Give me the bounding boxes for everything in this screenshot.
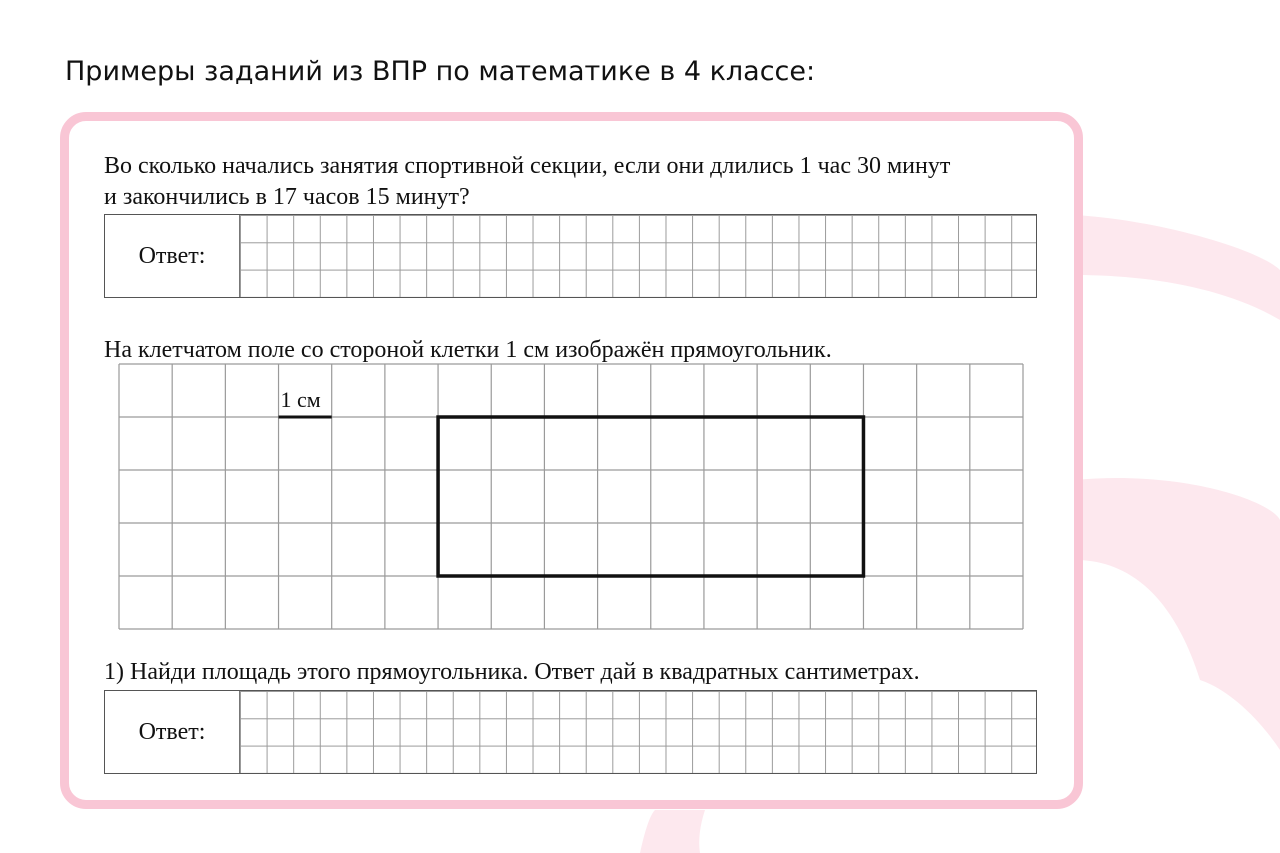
task1-answer-box bbox=[104, 214, 1037, 298]
tasks-card bbox=[60, 112, 1083, 809]
grid-lines bbox=[119, 364, 1023, 629]
page-heading: Примеры заданий из ВПР по математике в 4 классе: bbox=[65, 56, 816, 87]
task2-question: 1) Найди площадь этого прямоугольника. Ответ дай в квадратных сантиметрах. bbox=[104, 659, 920, 685]
task1-question-line1: Во сколько начались занятия спортивной секции, если они длились 1 час 30 минут bbox=[104, 153, 951, 179]
task1-answer-label: Ответ: bbox=[105, 215, 240, 297]
task2-answer-label: Ответ: bbox=[105, 691, 240, 773]
scale-label: 1 см bbox=[280, 387, 321, 412]
task1-question-line2: и закончились в 17 часов 15 минут? bbox=[104, 184, 470, 210]
task2-intro: На клетчатом поле со стороной клетки 1 см изображён прямоугольник. bbox=[104, 337, 832, 363]
task2-answer-box bbox=[104, 690, 1037, 774]
checkered-field bbox=[118, 363, 1024, 630]
task2-answer-cells[interactable] bbox=[240, 691, 1036, 773]
task1-answer-cells[interactable] bbox=[240, 215, 1036, 297]
